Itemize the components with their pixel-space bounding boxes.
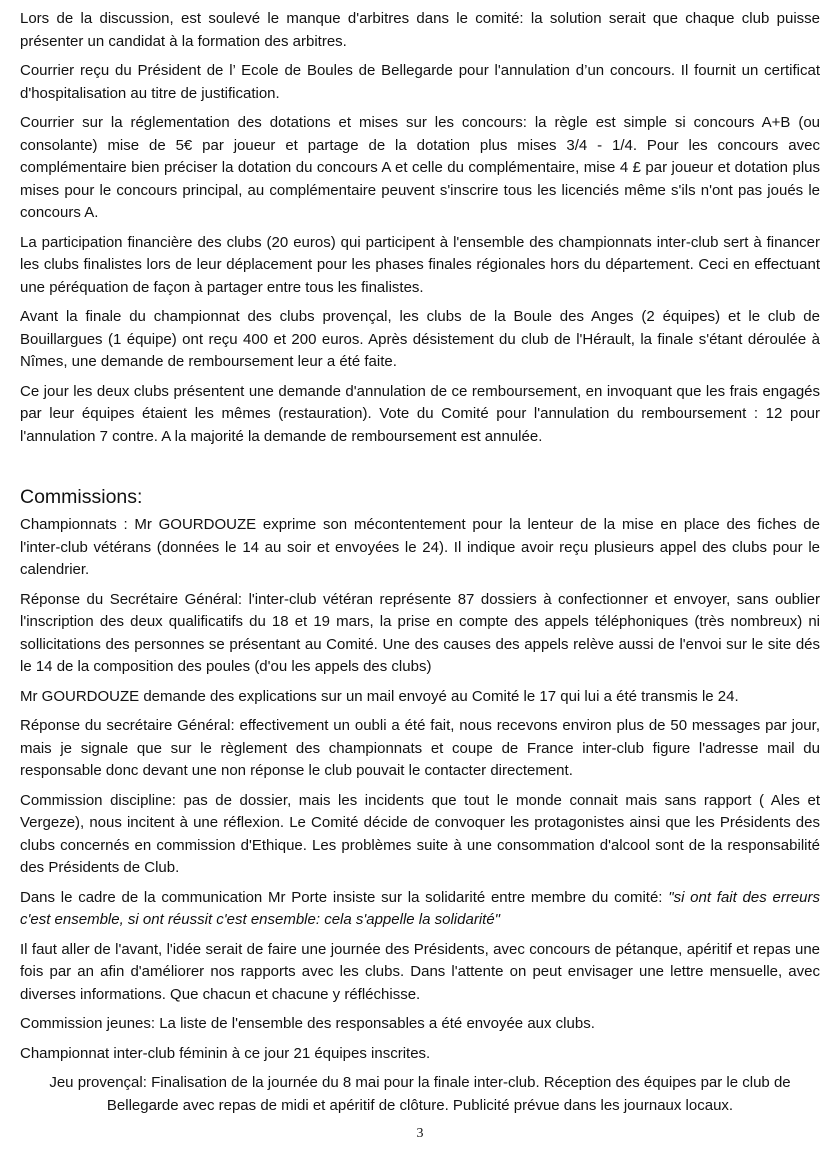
solidarite-quote: "si ont fait des erreurs c'est ensemble, si ont réussit c'est ensemble: cela s'appelle la solidarité": [20, 888, 821, 928]
paragraph-reponse-secretaire-1: Réponse du Secrétaire Général: l'inter-club vétéran représente 87 dossiers à confectionner et envoyer, sans oublier l'inscription des deux qualificatifs du 18 et 19 mars, la prise en compte des appels téléphoniques (très nombreux) ni sollicitations des personnes se présentant au Comité. Une des causes des appels relève aussi de l'envoi sur le site dés le 14 de la composition des poules (d'ou les appels des clubs): [20, 590, 820, 675]
paragraph-journee-presidents: Il faut aller de l'avant, l'idée serait de faire une journée des Présidents, avec concours de pétanque, apéritif et repas une fois par an afin d'améliorer nos rapports avec les clubs. Dans l'attente on peut envisager une lettre mensuelle, avec diverses informations. Que chacun et chacune y réfléchisse.: [20, 940, 820, 1003]
paragraph-commission-jeunes: Commission jeunes: La liste de l'ensemble des responsables a été envoyée aux clubs.: [20, 1015, 595, 1032]
paragraph-mail-gourdouze: Mr GOURDOUZE demande des explications sur un mail envoyé au Comité le 17 qui lui a été transmis le 24.: [20, 687, 739, 705]
paragraph-courrier-bellegarde: Courrier reçu du Président de l’ Ecole de Boules de Bellegarde pour l'annulation d’un concours. Il fournit un certificat d'hospitalisation au titre de justification.: [20, 62, 820, 102]
paragraph-finale-provencal: Avant la finale du championnat des clubs provençal, les clubs de la Boule des Anges (2 équipes) et le club de Bouillargues (1 équipe) ont reçu 400 et 200 euros. Après désistement du club de l'Hérault, la finale s'étant déroulée à Nîmes, une demande de remboursement leur a été faite.: [20, 308, 820, 370]
paragraph-commission-discipline: Commission discipline: pas de dossier, mais les incidents que tout le monde connait mais sans rapport ( Ales et Vergeze), nous incitent à une réflexion. Le Comité décide de convoquer les protagonistes ainsi que les Présidents des clubs concernés en commission d'Ethique. Les problèmes suite à une consommation d'alcool sont de la responsabilité des Présidents de Club.: [20, 791, 820, 876]
paragraph-reglementation-dotations: Courrier sur la réglementation des dotations et mises sur les concours: la règle est simple si concours A+B (ou consolante) mise de 5€ par joueur et partage de la dotation plus mises 3/4 - 1/4. Pour les concours avec complémentaire bien préciser la dotation du concours A et celle du complémentaire, mise 4 £ par joueur et dotation plus mises pour le concours principal, au complémentaire peuvent s'inscrire tous les licenciés même s'ils n'ont pas joués le concours A.: [20, 114, 820, 221]
paragraph-reponse-secretaire-2: Réponse du secrétaire Général: effectivement un oubli a été fait, nous recevons environ plus de 50 messages par jour, mais je signale que sur le règlement des championnats et coupe de France inter-club figure l'adresse mail du responsable donc devant une non réponse le club pouvait le contacter directement.: [20, 717, 820, 779]
paragraph-annulation-remboursement: Ce jour les deux clubs présentent une demande d'annulation de ce remboursement, en invoquant que les frais engagés par leur équipes étaient les mêmes (restauration). Vote du Comité pour l'annulation du remboursement : 12 pour l'annulation 7 contre. A la majorité la demande de remboursement est annulée.: [20, 382, 820, 445]
solidarite-intro: Dans le cadre de la communication Mr Porte insiste sur la solidarité entre membre du comité:: [20, 888, 669, 906]
section-heading-commissions: Commissions:: [20, 486, 143, 508]
paragraph-arbitres: Lors de la discussion, est soulevé le manque d'arbitres dans le comité: la solution serait que chaque club puisse présenter un candidat à la formation des arbitres.: [20, 10, 820, 50]
paragraph-participation-financiere: La participation financière des clubs (20 euros) qui participent à l'ensemble des championnats inter-club sert à financer les clubs finalistes lors de leur déplacement pour les phases finales régionales hors du département. Ceci en effectuant une péréquation de façon à partager entre tous les finalistes.: [20, 233, 820, 296]
paragraph-championnats: Championnats : Mr GOURDOUZE exprime son mécontentement pour la lenteur de la mise en place des fiches de l'inter-club vétérans (données le 14 au soir et envoyées le 24). Il indique avoir reçu plusieurs appel des clubs pour le calendrier.: [20, 516, 820, 578]
paragraph-solidarite: [20, 887, 820, 932]
paragraph-jeu-provencal: Jeu provençal: Finalisation de la journée du 8 mai pour la finale inter-club. Réception des équipes par le club de Bellegarde avec repas de midi et apéritif de clôture. Publicité prévue dans les journaux locaux.: [49, 1074, 791, 1114]
paragraph-championnat-feminin: Championnat inter-club féminin à ce jour 21 équipes inscrites.: [20, 1044, 431, 1062]
page-number: 3: [416, 1126, 424, 1141]
